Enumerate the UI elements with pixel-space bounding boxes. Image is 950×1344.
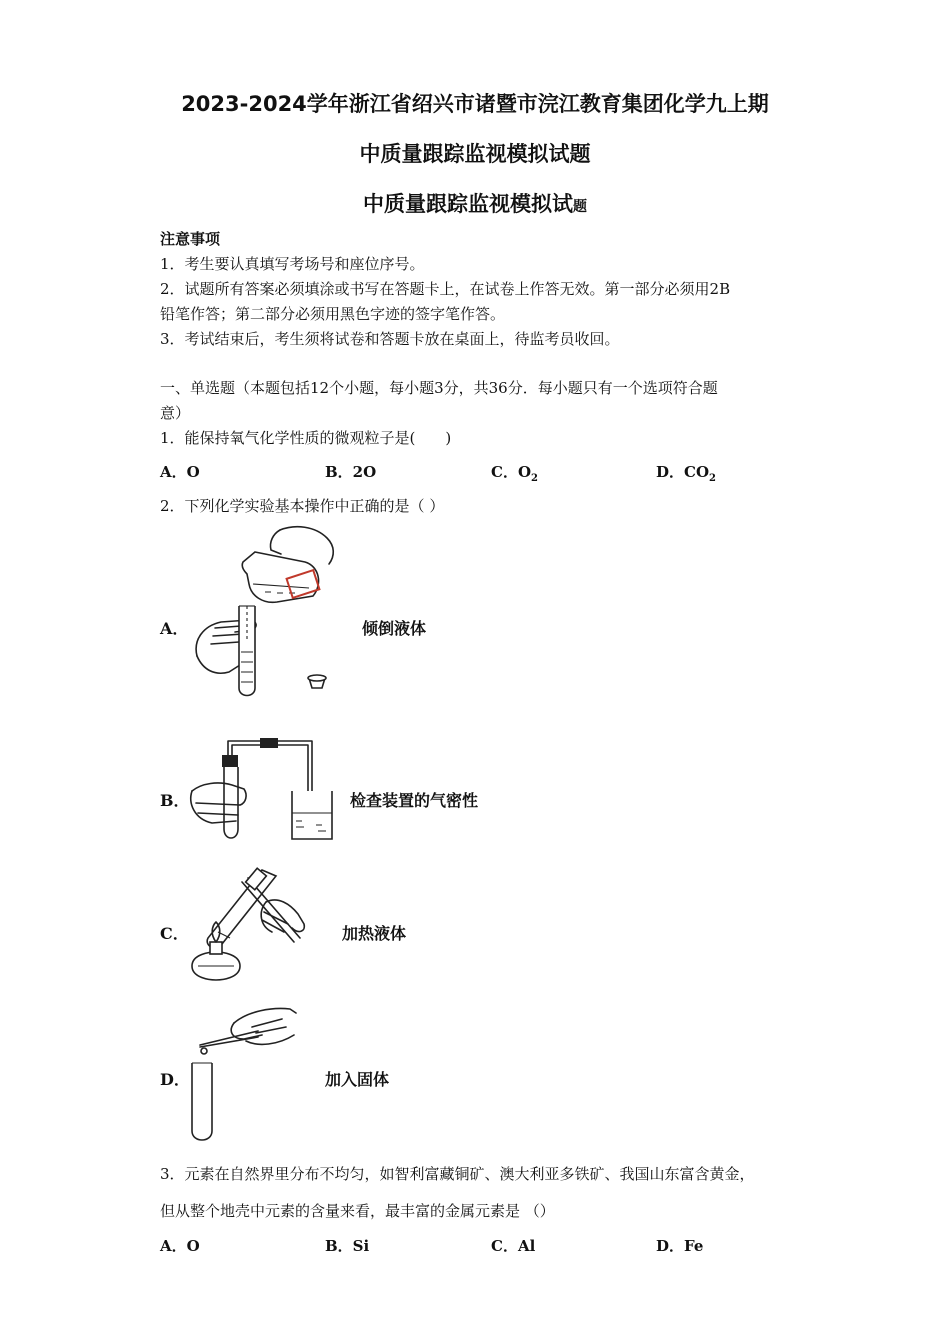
question-2-option-c-label[interactable]: C．: [160, 924, 189, 943]
question-1-option-b[interactable]: B．2O: [325, 463, 377, 481]
question-2-option-a-caption: 倾倒液体: [362, 619, 427, 638]
question-3-option-d[interactable]: D．Fe: [656, 1237, 704, 1255]
notice-heading: 注意事项: [160, 230, 221, 248]
question-2-stem: 2．下列化学实验基本操作中正确的是（ ）: [160, 497, 445, 515]
title-line-1: 2023-2024学年浙江省绍兴市诸暨市浣江教育集团化学九上期: [181, 92, 769, 116]
question-1-option-a[interactable]: A．O: [160, 463, 200, 481]
pour-liquid-illustration: [185, 522, 345, 702]
notice-item-3: 3．考试结束后，考生须将试卷和答题卡放在桌面上，待监考员收回。: [160, 330, 620, 348]
title-line-3: [0, 188, 950, 218]
question-3-option-c[interactable]: C．Al: [491, 1237, 536, 1255]
question-3-option-a[interactable]: A．O: [160, 1237, 200, 1255]
question-2-option-b-caption: 检查装置的气密性: [350, 791, 479, 810]
heating-liquid-illustration: [186, 862, 316, 987]
question-3-stem-line-1: 3．元素在自然界里分布不均匀，如智利富藏铜矿、澳大利亚多铁矿、我国山东富含黄金，: [160, 1165, 755, 1183]
title-line-3-main: 中质量跟踪监视模拟试: [363, 192, 573, 216]
question-1-option-c[interactable]: C．$O_2$: [491, 463, 538, 484]
question-2-option-d-label[interactable]: D．: [160, 1070, 190, 1089]
notice-item-2-cont: 铅笔作答；第二部分必须用黑色字迹的签字笔作答。: [160, 305, 506, 323]
title-line-3-small: 题: [573, 199, 587, 215]
notice-item-1: 1．考生要认真填写考场号和座位序号。: [160, 255, 425, 273]
notice-item-2: 2．试题所有答案必须填涂或书写在答题卡上，在试卷上作答无效。第一部分必须用2B: [160, 280, 731, 298]
question-3-option-b[interactable]: B．Si: [325, 1237, 370, 1255]
section-heading-line-1: 一、单选题（本题包括12个小题，每小题3分，共36分．每小题只有一个选项符合题: [160, 379, 718, 397]
question-1-option-d[interactable]: D．$CO_2$: [656, 463, 716, 484]
question-1-stem: 1．能保持氧气化学性质的微观粒子是( ): [160, 429, 452, 447]
section-heading-line-2: 意）: [160, 404, 191, 422]
question-2-option-a-label[interactable]: A．: [160, 619, 189, 638]
add-solid-illustration: [186, 1005, 301, 1145]
airtightness-check-illustration: [188, 733, 338, 843]
question-2-option-c-caption: 加热液体: [342, 924, 407, 943]
title-line-2: 中质量跟踪监视模拟试题: [359, 142, 591, 166]
question-2-option-d-caption: 加入固体: [325, 1070, 390, 1089]
question-2-option-b-label[interactable]: B．: [160, 791, 190, 810]
question-3-stem-line-2: 但从整个地壳中元素的含量来看，最丰富的金属元素是 （）: [160, 1202, 555, 1220]
